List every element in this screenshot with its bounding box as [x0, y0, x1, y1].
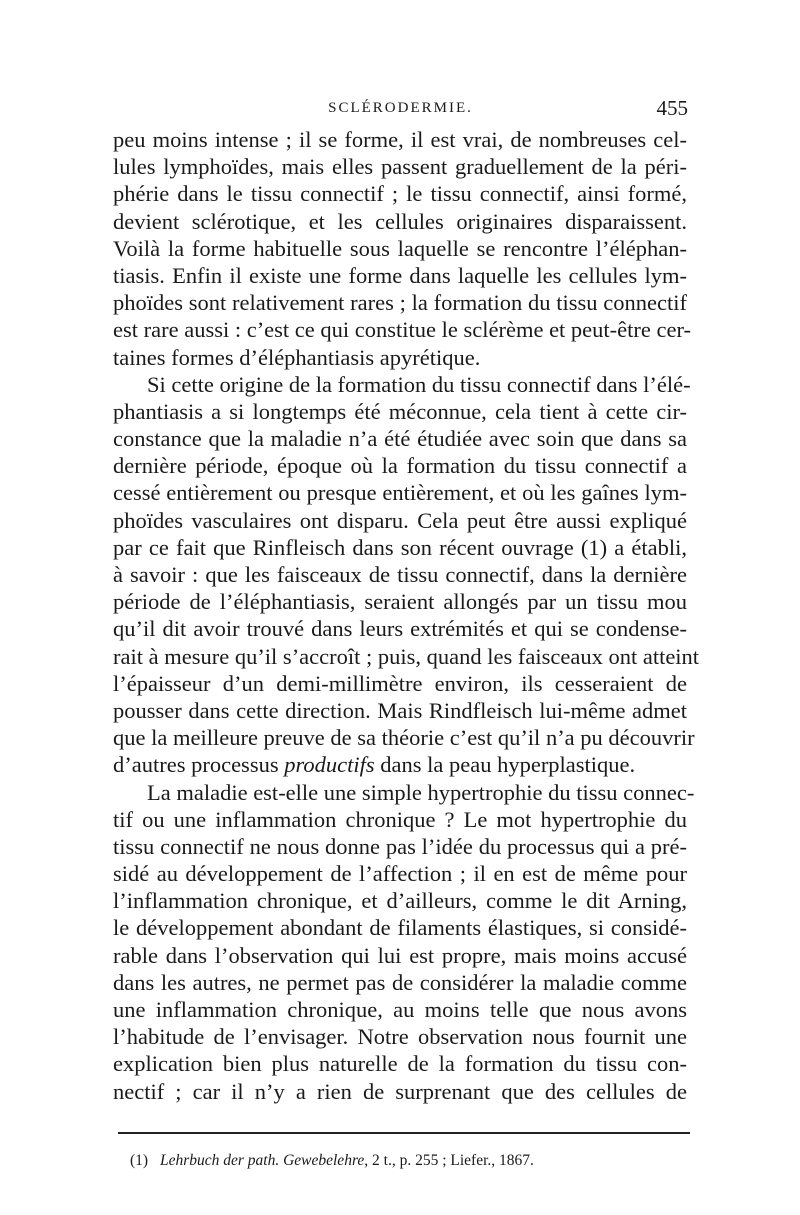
paragraph-start: La maladie est-elle une simple hypertrophie du tissu connec- — [147, 779, 695, 805]
text-line: pousser dans cette direction. Mais Rindfleisch lui-même admet — [113, 697, 687, 723]
text-line — [113, 751, 687, 778]
text-line: constance que la maladie n’a été étudiée avec soin que dans sa — [113, 426, 687, 452]
text-line: rable dans l’observation qui lui est propre, mais moins accusé — [113, 942, 687, 968]
footnote-marker: (1) — [130, 1152, 149, 1169]
text-line: qu’il dit avoir trouvé dans leurs extrémités et qui se condense- — [113, 616, 687, 642]
text-segment: dans la peau hyperplastique. — [380, 752, 636, 778]
running-title: SCLÉRODERMIE. — [328, 100, 473, 116]
text-line: explication bien plus naturelle de la formation du tissu con- — [113, 1051, 687, 1077]
text-line: l’inflammation chronique, et d’ailleurs, comme le dit Arning, — [113, 888, 687, 914]
text-line: une inflammation chronique, au moins telle que nous avons — [113, 997, 687, 1022]
text-line: dans les autres, ne permet pas de considérer la maladie comme — [113, 969, 687, 995]
text-line: phoïdes sont relativement rares ; la formation du tissu connectif — [113, 290, 687, 316]
text-line: tiasis. Enfin il existe une forme dans laquelle les cellules lym- — [113, 262, 687, 288]
text-line: période de l’éléphantiasis, seraient allongés par un tissu mou — [113, 589, 687, 615]
text-line: sidé au développement de l’affection ; il en est de même pour — [113, 861, 687, 887]
text-line: tissu connectif ne nous donne pas l’idée du processus qui a pré- — [113, 833, 687, 859]
text-line: tif ou une inflammation chronique ? Le mot hypertrophie du — [113, 806, 687, 832]
text-line: taines formes d’éléphantiasis apyrétique. — [113, 344, 481, 370]
text-line: l’habitude de l’envisager. Notre observation nous fournit une — [113, 1024, 687, 1050]
text-line: devient sclérotique, et les cellules originaires disparaissent. — [113, 208, 687, 234]
text-line: le développement abondant de filaments élastiques, si considé- — [113, 915, 687, 941]
body-text — [113, 126, 700, 1105]
emphasized-word: productifs — [284, 752, 375, 778]
text-line: nectif ; car il n’y a rien de surprenant que des cellules de — [113, 1078, 687, 1104]
text-segment: d’autres processus — [113, 752, 279, 778]
text-line: l’épaisseur d’un demi-millimètre environ, ils cesseraient de — [113, 670, 687, 696]
footnote-divider — [118, 1132, 690, 1134]
page-number: 455 — [656, 96, 688, 120]
text-line: dernière période, époque où la formation du tissu connectif a — [113, 453, 687, 479]
text-line: peu moins intense ; il se forme, il est vrai, de nombreuses cel- — [113, 127, 687, 152]
text-line: phantiasis a si longtemps été méconnue, cela tient à cette cir- — [113, 398, 687, 424]
footnote — [130, 1152, 690, 1170]
text-line: phoïdes vasculaires ont disparu. Cela peut être aussi expliqué — [113, 507, 687, 533]
page-header — [113, 96, 688, 130]
text-line: phérie dans le tissu connectif ; le tissu connectif, ainsi formé, — [113, 181, 687, 207]
footnote-title: Lehrbuch der path. Gewebelehre, — [159, 1152, 369, 1169]
paragraph-start: Si cette origine de la formation du tissu connectif dans l’élé- — [147, 371, 691, 397]
text-line: cessé entièrement ou presque entièrement, et où les gaînes lym- — [113, 480, 687, 506]
text-line: que la meilleure preuve de sa théorie c’est qu’il n’a pu découvrir — [113, 725, 695, 751]
text-line: Voilà la forme habituelle sous laquelle se rencontre l’éléphan- — [113, 235, 687, 261]
text-line: est rare aussi : c’est ce qui constitue le sclérème et peut-être cer- — [113, 317, 692, 343]
text-line: à savoir : que les faisceaux de tissu connectif, dans la dernière — [113, 562, 687, 587]
footnote-details: 2 t., p. 255 ; Liefer., 1867. — [372, 1152, 534, 1169]
text-line: lules lymphoïdes, mais elles passent graduellement de la péri- — [113, 154, 687, 180]
text-line: par ce fait que Rinfleisch dans son récent ouvrage (1) a établi, — [113, 534, 687, 560]
text-line: rait à mesure qu’il s’accroît ; puis, quand les faisceaux ont atteint — [113, 643, 700, 669]
